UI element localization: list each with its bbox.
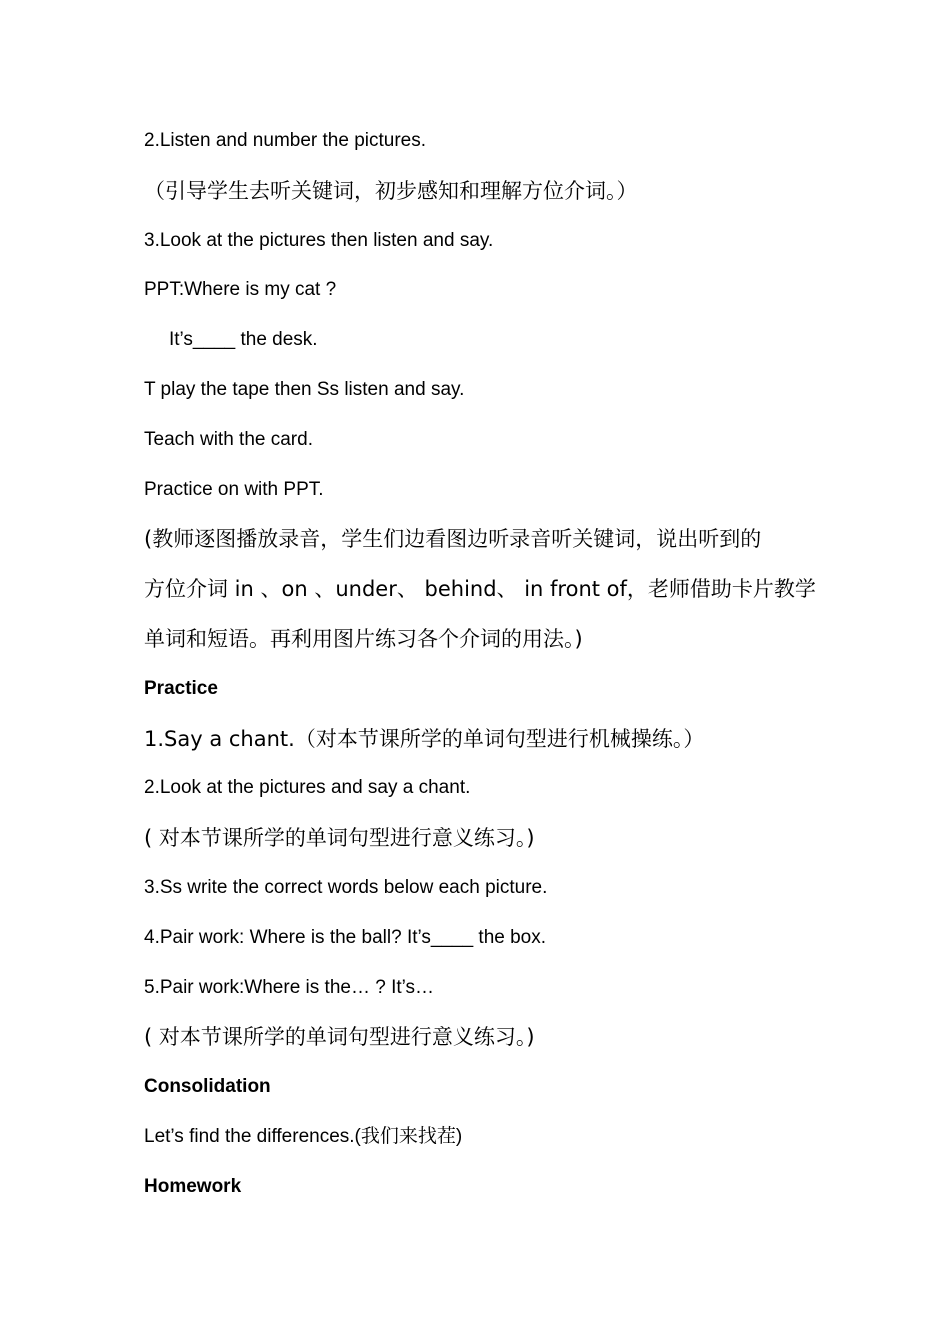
note-meaning-practice-1: ( 对本节课所学的单词句型进行意义练习。) [144,826,535,851]
practice-write-words: 3.Ss write the correct words below each picture. [144,876,548,898]
practice-pair-work-where: 5.Pair work:Where is the… ? It’s… [144,976,435,998]
heading-consolidation: Consolidation [144,1076,271,1098]
heading-practice: Practice [144,677,218,699]
step-teach-card: Teach with the card. [144,428,313,450]
step-listen-number: 2.Listen and number the pictures. [144,130,427,151]
note-teacher-line-2: 方位介词 in 、on 、under、 behind、 in front of，老师借助卡片教学 [144,577,816,602]
document-body [144,118,824,1214]
practice-look-say-chant: 2.Look at the pictures and say a chant. [144,777,471,799]
note-teacher-line-3: 单词和短语。再利用图片练习各个介词的用法。) [144,626,583,651]
note-listen-keywords: （引导学生去听关键词，初步感知和理解方位介词。） [144,178,638,203]
step-look-listen-say: 3.Look at the pictures then listen and say. [144,229,494,251]
heading-homework: Homework [144,1175,242,1197]
note-teacher-line-1: (教师逐图播放录音，学生们边看图边听录音听关键词，说出听到的 [144,527,762,552]
step-practice-ppt: Practice on with PPT. [144,478,324,500]
step-play-tape: T play the tape then Ss listen and say. [144,378,465,400]
ppt-question: PPT:Where is my cat ? [144,279,337,301]
practice-say-chant: 1.Say a chant.（对本节课所学的单词句型进行机械操练。） [144,726,705,751]
note-meaning-practice-2: ( 对本节课所学的单词句型进行意义练习。) [144,1025,535,1050]
practice-pair-work-ball: 4.Pair work: Where is the ball? It’s____ the box. [144,926,547,948]
consolidation-find-differences: Let’s find the differences.(我们来找茬) [144,1125,463,1147]
ppt-answer: It’s____ the desk. [169,329,318,351]
